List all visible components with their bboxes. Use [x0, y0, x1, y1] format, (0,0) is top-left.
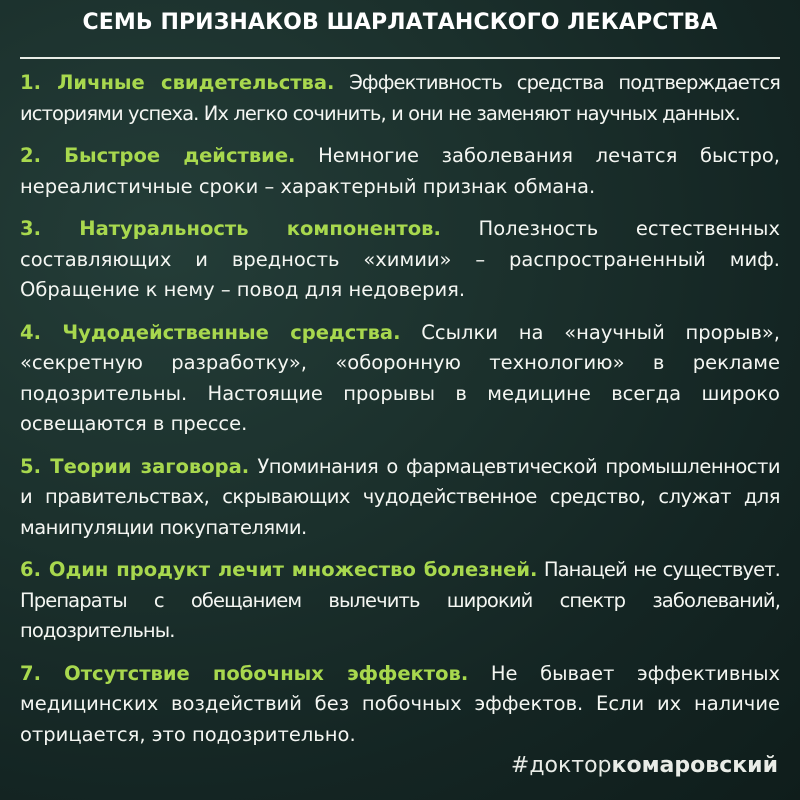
item-heading: 3. Натуральность компонентов.	[20, 217, 441, 240]
item-heading: 6. Один продукт лечит множество болезней.	[20, 558, 538, 581]
list-item-1	[20, 68, 780, 129]
item-text: Ссылки на «научный прорыв», «секретную разработку», «оборонную технологию» в рекламе подозрительны. Настоящие прорывы в медицине всегда широко освещаются в прессе.	[20, 320, 780, 435]
title-divider	[20, 57, 780, 59]
item-heading: 1. Личные свидетельства.	[20, 71, 335, 94]
signs-list	[20, 68, 780, 762]
item-text: Немногие заболевания лечатся быстро, нереалистичные сроки – характерный признак обмана.	[20, 144, 780, 198]
item-text: Эффективность средства подтверждается историями успеха. Их легко сочинить, и они не заменяют научных данных.	[20, 71, 780, 125]
item-text: Панацей не существует. Препараты с обещанием вылечить широкий спектр заболеваний, подозрительны.	[20, 558, 780, 642]
item-text: Полезность естественных составляющих и вредность «химии» – распространенный миф. Обращение к нему – повод для недоверия.	[20, 217, 780, 301]
list-item-4	[20, 318, 780, 440]
item-text: Не бывает эффективных медицинских воздействий без побочных эффектов. Если их наличие отрицается, это подозрительно.	[20, 661, 780, 746]
list-item-7	[20, 659, 780, 751]
list-item-2	[20, 141, 780, 202]
hashtag-signature	[511, 753, 778, 778]
page-title: СЕМЬ ПРИЗНАКОВ ШАРЛАТАНСКОГО ЛЕКАРСТВА	[82, 10, 718, 35]
list-item-3	[20, 214, 780, 306]
item-heading: 4. Чудодейственные средства.	[20, 320, 401, 344]
hashtag-name: комаровский	[611, 753, 778, 778]
item-heading: 2. Быстрое действие.	[20, 144, 296, 167]
hashtag-prefix: #доктор	[510, 753, 612, 778]
item-text: Упоминания о фармацевтической промышленности и правительствах, скрывающих чудодейственное средство, служат для манипуляции покупателями.	[20, 454, 780, 539]
item-heading: 7. Отсутствие побочных эффектов.	[20, 661, 469, 685]
list-item-6	[20, 555, 780, 647]
list-item-5	[20, 452, 780, 544]
item-heading: 5. Теории заговора.	[20, 454, 250, 478]
